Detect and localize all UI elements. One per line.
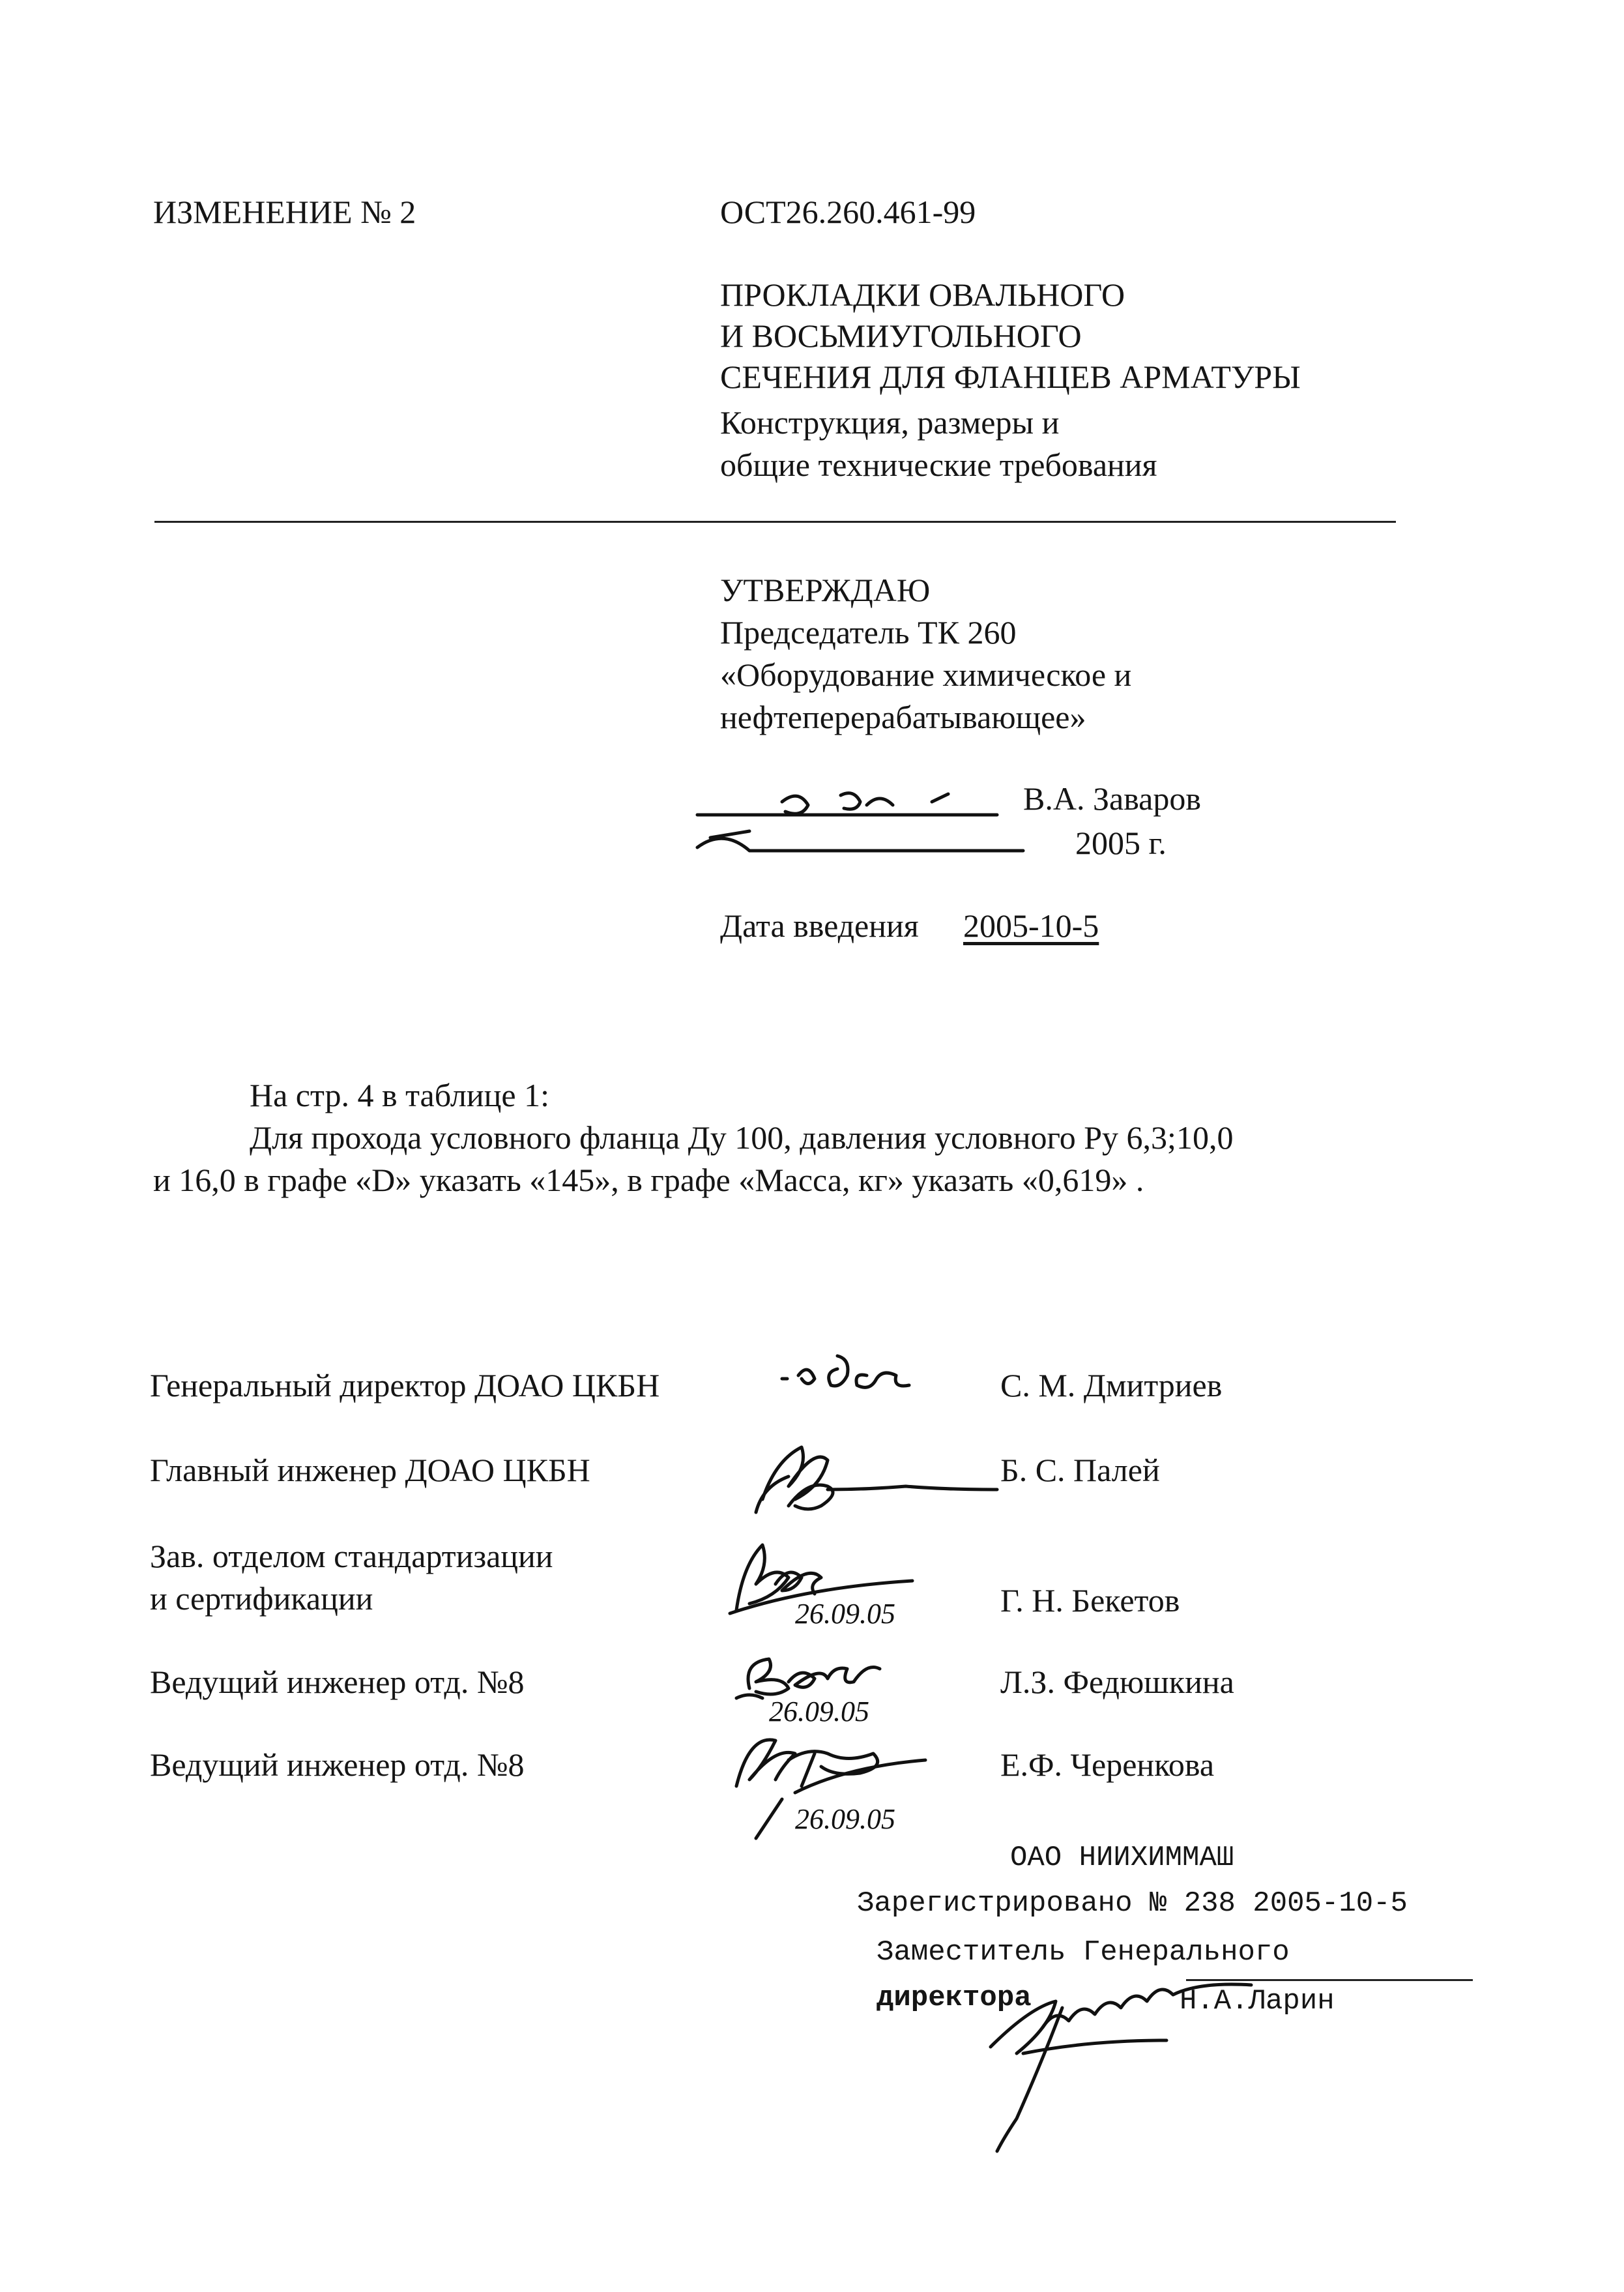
title-line-2: И ВОСЬМИУГОЛЬНОГО [720,317,1082,354]
registration-org: ОАО НИИХИММАШ [1010,1842,1234,1874]
signatory-4-position: Ведущий инженер отд. №8 [150,1664,525,1700]
approval-line-3: нефтеперерабатывающее» [720,699,1086,735]
date-label: Дата введения [720,907,919,944]
approval-year: 2005 г. [1075,825,1167,861]
signatory-2-name: Б. С. Палей [1000,1452,1160,1488]
date-value: 2005-10-5 [963,907,1099,944]
signature-5 [717,1721,951,1845]
deputy-signature [964,1962,1329,2158]
approval-line-2: «Оборудование химическое и [720,656,1132,693]
change-label: ИЗМЕНЕНИЕ № 2 [153,194,416,230]
standard-code: ОСТ26.260.461-99 [720,194,976,230]
header-divider [154,521,1396,523]
signatory-1-name: С. М. Дмитриев [1000,1367,1223,1403]
signature-4-date: 26.09.05 [769,1696,869,1727]
signature-3 [717,1532,938,1636]
approver-name: В.А. Заваров [1023,780,1201,817]
signature-3-date: 26.09.05 [795,1598,895,1630]
approval-line-1: Председатель ТК 260 [720,614,1017,651]
signatory-5-position: Ведущий инженер отд. №8 [150,1746,525,1783]
title-line-3: СЕЧЕНИЯ ДЛЯ ФЛАНЦЕВ АРМАТУРЫ [720,359,1301,395]
subtitle-line-2: общие технические требования [720,447,1157,483]
approver-signature [684,776,1023,867]
body-line-1: На стр. 4 в таблице 1: [250,1077,549,1113]
deputy-title-line-2: директора [877,1982,1032,2014]
signatory-2-position: Главный инженер ДОАО ЦКБН [150,1452,590,1488]
approval-heading: УТВЕРЖДАЮ [720,572,931,608]
signatory-4-name: Л.З. Федюшкина [1000,1664,1234,1700]
title-line-1: ПРОКЛАДКИ ОВАЛЬНОГО [720,276,1125,313]
registration-number: Зарегистрировано № 238 2005-10-5 [857,1887,1408,1920]
deputy-name: Н.А.Ларин [1180,1985,1335,2018]
signatory-3-position-line-2: и сертификации [150,1580,373,1617]
signatory-3-name: Г. Н. Бекетов [1000,1582,1180,1619]
signatory-3-position-line-1: Зав. отделом стандартизации [150,1538,553,1574]
body-line-3: и 16,0 в графе «D» указать «145», в графе «Масса, кг» указать «0,619» . [153,1162,1144,1198]
deputy-title-line-1: Заместитель Генерального [877,1936,1290,1969]
signatory-5-name: Е.Ф. Черенкова [1000,1746,1215,1783]
signature-4 [730,1643,938,1727]
signatory-1-position: Генеральный директор ДОАО ЦКБН [150,1367,660,1403]
subtitle-line-1: Конструкция, размеры и [720,404,1060,441]
body-line-2: Для прохода условного фланца Ду 100, давления условного Ру 6,3;10,0 [250,1119,1234,1156]
signature-1 [776,1333,945,1405]
signature-2 [743,1428,1017,1525]
signature-5-date: 26.09.05 [795,1803,895,1835]
